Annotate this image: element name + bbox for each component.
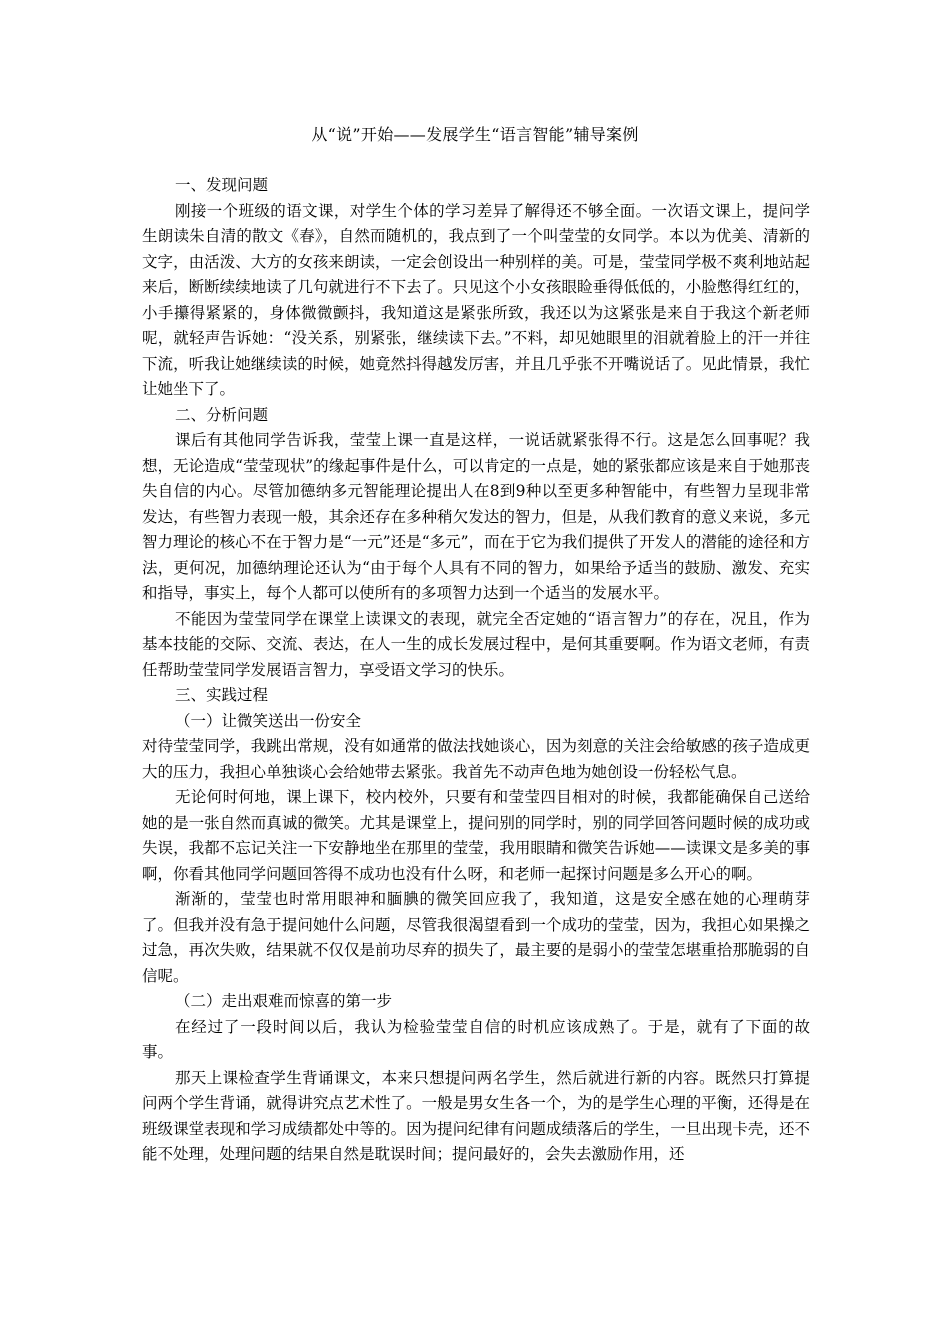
section-heading: （二）走出艰难而惊喜的第一步 [175, 992, 393, 1010]
section-heading: 二、分析问题 [175, 405, 269, 424]
paragraph: 课后有其他同学告诉我，莹莹上课一直是这样，一说话就紧张得不行。这是怎么回事呢？我想，无论造成“莹莹现状”的缘起事件是什么，可以肯定的一点是，她的紧张都应该是来自于她那丧失自信的内心。尽管加德纳多元智能理论提出人在8到9种以至更多种智能中，有些智力呈现非常发达，有些智力表现一般，其余还存在多种稍欠发达的智力，但是，从我们教育的意义来说，多元智力理论的核心不在于智力是“一元”还是“多元”，而在于它为我们提供了开发人的潜能的途径和方法，更何况，加德纳理论还认为“由于每个人具有不同的智力，如果给予适当的鼓励、激发、充实和指导，事实上，每个人都可以使所有的多项智力达到一个适当的发展水平。 [142, 431, 810, 602]
document-title: 从“说”开始——发展学生“语言智能”辅导案例 [311, 125, 639, 144]
document-body [142, 173, 810, 1168]
paragraph: 那天上课检查学生背诵课文，本来只想提问两名学生，然后就进行新的内容。既然只打算提问两个学生背诵，就得讲究点艺术性了。一般是男女生各一个，为的是学生心理的平衡，还得是在班级课堂表现和学习成绩都处中等的。因为提问纪律有问题成绩落后的学生，一旦出现卡壳，还不能不处理，处理问题的结果自然是耽误时间；提问最好的，会失去激励作用，还 [142, 1068, 810, 1163]
paragraph: 在经过了一段时间以后，我认为检验莹莹自信的时机应该成熟了。于是，就有了下面的故事。 [142, 1017, 810, 1061]
paragraph: 渐渐的，莹莹也时常用眼神和腼腆的微笑回应我了，我知道，这是安全感在她的心理萌芽了。但我并没有急于提问她什么问题，尽管我很渴望看到一个成功的莹莹，因为，我担心如果操之过急，再次失败，结果就不仅仅是前功尽弃的损失了，最主要的是弱小的莹莹怎堪重拾那脆弱的自信呢。 [142, 890, 810, 985]
section-heading: 一、发现问题 [175, 176, 269, 194]
paragraph: 对待莹莹同学，我跳出常规，没有如通常的做法找她谈心，因为刻意的关注会给敏感的孩子造成更大的压力，我担心单独谈心会给她带去紧张。我首先不动声色地为她创设一份轻松气息。 [142, 737, 810, 781]
paragraph: 刚接一个班级的语文课，对学生个体的学习差异了解得还不够全面。一次语文课上，提问学生朗读朱自清的散文《春》，自然而随机的，我点到了一个叫莹莹的女同学。本以为优美、清新的文字，由活泼、大方的女孩来朗读，一定会创设出一种别样的美。可是，莹莹同学极不爽利地站起来后，断断续续地读了几句就进行不下去了。只见这个小女孩眼睑垂得低低的，小脸憋得红红的，小手攥得紧紧的，身体微微颤抖，我知道这是紧张所致，我还以为这紧张是来自于我这个新老师呢，就轻声告诉她：“没关系，别紧张，继续读下去。”不料，却见她眼里的泪就着脸上的汗一并往下流，听我让她继续读的时候，她竟然抖得越发厉害，并且几乎张不开嘴说话了。见此情景，我忙让她坐下了。 [142, 201, 810, 398]
paragraph: 无论何时何地，课上课下，校内校外，只要有和莹莹四目相对的时候，我都能确保自己送给她的是一张自然而真诚的微笑。尤其是课堂上，提问别的同学时，别的同学回答问题时候的成功或失误，我都不忘记关注一下安静地坐在那里的莹莹，我用眼睛和微笑告诉她——读课文是多美的事啊，你看其他同学问题回答得不成功也没有什么呀，和老师一起探讨问题是多么开心的啊。 [142, 788, 810, 883]
section-heading: （一）让微笑送出一份安全 [175, 711, 362, 730]
paragraph: 不能因为莹莹同学在课堂上读课文的表现，就完全否定她的“语言智力”的存在，况且，作为基本技能的交际、交流、表达，在人一生的成长发展过程中，是何其重要啊。作为语文老师，有责任帮助莹莹同学发展语言智力，享受语文学习的快乐。 [142, 609, 810, 679]
section-heading: 三、实践过程 [175, 686, 269, 704]
